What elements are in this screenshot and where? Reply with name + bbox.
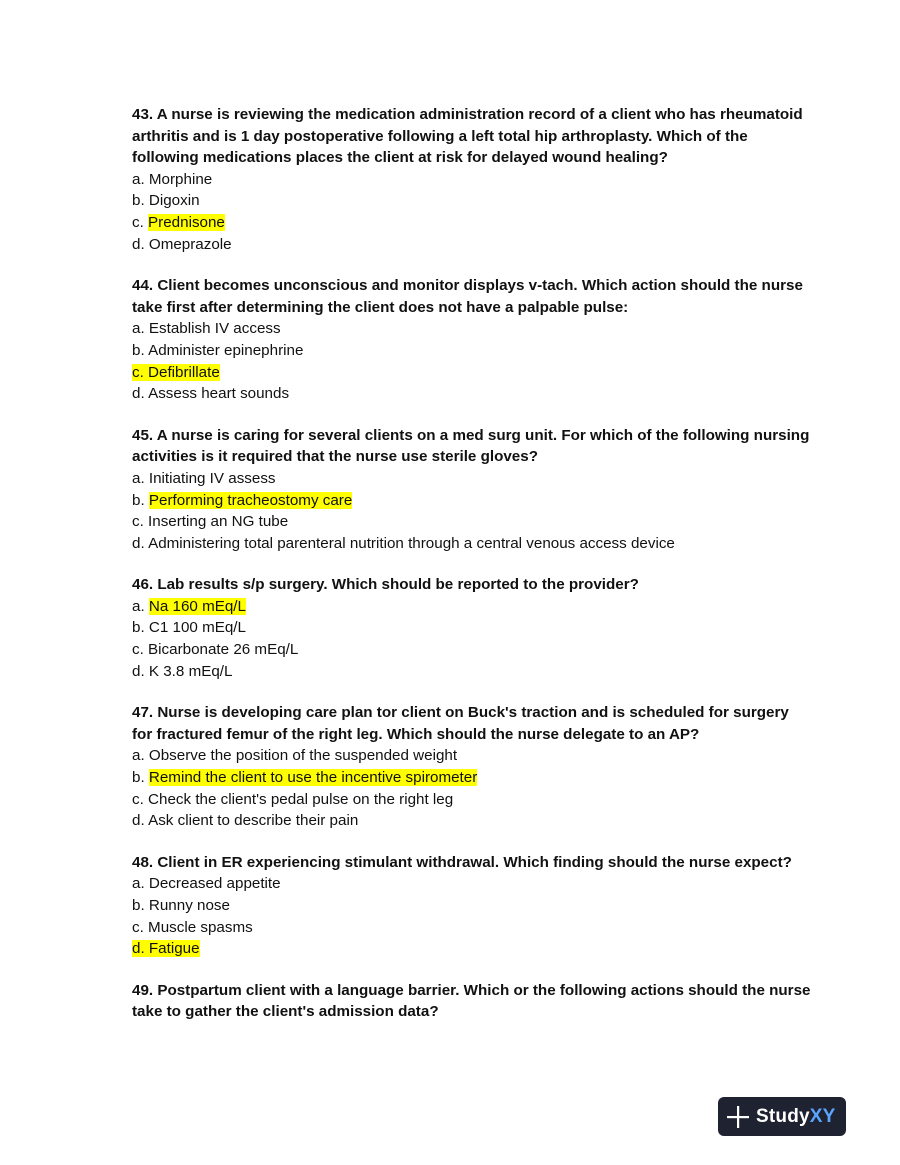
question-text: 49. Postpartum client with a language barrier. Which or the following actions should the nurse take to gather the client's admission data? <box>132 981 811 1021</box>
question-text: 45. A nurse is caring for several clients on a med surg unit. For which of the following nursing activities is it required that the nurse use sterile gloves? <box>132 426 810 466</box>
option-prefix: d. <box>132 385 149 403</box>
question-block <box>132 702 812 832</box>
option-text: Omeprazole <box>148 235 232 253</box>
option-prefix: d. <box>132 662 149 680</box>
question-block <box>132 275 812 405</box>
answer-option <box>132 511 812 533</box>
option-text: Check the client's pedal pulse on the right leg <box>148 790 454 808</box>
option-text: Morphine <box>148 170 213 188</box>
highlighted-answer: Performing tracheostomy care <box>148 491 353 509</box>
option-prefix: a. <box>132 747 149 765</box>
option-prefix: a. <box>132 597 149 615</box>
option-text: Muscle spasms <box>148 918 253 936</box>
option-text: K 3.8 mEq/L <box>148 662 233 680</box>
option-prefix: c. <box>132 918 149 936</box>
option-prefix: d. <box>132 812 149 830</box>
option-prefix: c. <box>132 641 149 659</box>
option-prefix: a. <box>132 875 149 893</box>
answer-option <box>132 938 812 960</box>
brand-name: StudyXY <box>756 1105 836 1127</box>
question-block <box>132 104 812 255</box>
option-prefix: c. <box>132 513 149 531</box>
option-prefix: b. <box>132 341 149 359</box>
option-text: Assess heart sounds <box>148 385 290 403</box>
option-prefix: b. <box>132 192 149 210</box>
highlighted-answer: Remind the client to use the incentive spirometer <box>148 769 478 787</box>
option-text: Decreased appetite <box>148 875 281 893</box>
answer-option <box>132 190 812 212</box>
studyxy-logo[interactable] <box>718 1097 846 1136</box>
answer-option <box>132 617 812 639</box>
answer-option <box>132 533 812 555</box>
option-prefix: c. <box>132 790 149 808</box>
answer-option <box>132 639 812 661</box>
option-text: C1 100 mEq/L <box>148 619 246 637</box>
question-block <box>132 980 812 1023</box>
answer-option <box>132 362 812 384</box>
answer-option <box>132 810 812 832</box>
answer-option <box>132 873 812 895</box>
option-prefix: a. <box>132 320 149 338</box>
answer-option <box>132 318 812 340</box>
option-prefix: b. <box>132 897 149 914</box>
option-text: Observe the position of the suspended weight <box>148 747 458 765</box>
answer-option <box>132 596 812 618</box>
answer-option <box>132 661 812 683</box>
question-text: 47. Nurse is developing care plan tor client on Buck's traction and is scheduled for surgery for fractured femur of the right leg. Which should the nurse delegate to an AP? <box>132 704 789 743</box>
highlighted-answer: Na 160 mEq/L <box>148 597 246 615</box>
question-block <box>132 852 812 960</box>
answer-option <box>132 490 812 512</box>
option-prefix: a. <box>132 469 149 487</box>
answer-option <box>132 468 812 490</box>
option-text: Digoxin <box>148 192 200 210</box>
question-block <box>132 425 812 555</box>
document-page <box>132 104 812 1043</box>
question-text: 46. Lab results s/p surgery. Which should be reported to the provider? <box>132 576 639 594</box>
question-text: 44. Client becomes unconscious and monitor displays v-tach. Which action should the nurse take first after determining the client does not have a palpable pulse: <box>132 277 803 316</box>
answer-option <box>132 789 812 811</box>
option-prefix: a. <box>132 170 149 188</box>
option-text: Administer epinephrine <box>148 341 304 359</box>
highlighted-answer: Defibrillate <box>148 363 220 381</box>
answer-option <box>132 340 812 362</box>
plus-icon <box>726 1105 750 1129</box>
option-text: Inserting an NG tube <box>148 513 289 531</box>
answer-option <box>132 234 812 256</box>
option-prefix: b. <box>132 491 149 509</box>
answer-option <box>132 383 812 405</box>
option-text: Ask client to describe their pain <box>148 812 359 830</box>
highlighted-answer: Fatigue <box>148 940 200 958</box>
option-prefix: b. <box>132 619 149 637</box>
option-text: Bicarbonate 26 mEq/L <box>148 641 299 659</box>
option-text: Runny nose <box>148 897 230 914</box>
option-text: Initiating IV assess <box>148 469 276 487</box>
answer-option <box>132 745 812 767</box>
option-prefix: c. <box>132 363 149 381</box>
option-prefix: b. <box>132 769 149 787</box>
option-prefix: d. <box>132 534 149 552</box>
answer-option <box>132 169 812 191</box>
option-text: Administering total parenteral nutrition through a central venous access device <box>148 534 675 552</box>
answer-option <box>132 767 812 789</box>
question-text: 43. A nurse is reviewing the medication administration record of a client who has rheumatoid arthritis and is 1 day postoperative following a left total hip arthroplasty. Which of the following medications places the client at risk for delayed wound healing? <box>132 106 803 167</box>
option-text: Establish IV access <box>148 320 281 338</box>
answer-option <box>132 212 812 234</box>
answer-option <box>132 895 812 917</box>
answer-option <box>132 917 812 939</box>
option-prefix: c. <box>132 213 149 231</box>
question-text: 48. Client in ER experiencing stimulant withdrawal. Which finding should the nurse expect? <box>132 853 792 871</box>
highlighted-answer: Prednisone <box>148 213 225 231</box>
question-block <box>132 574 812 682</box>
option-prefix: d. <box>132 235 149 253</box>
option-prefix: d. <box>132 940 149 958</box>
